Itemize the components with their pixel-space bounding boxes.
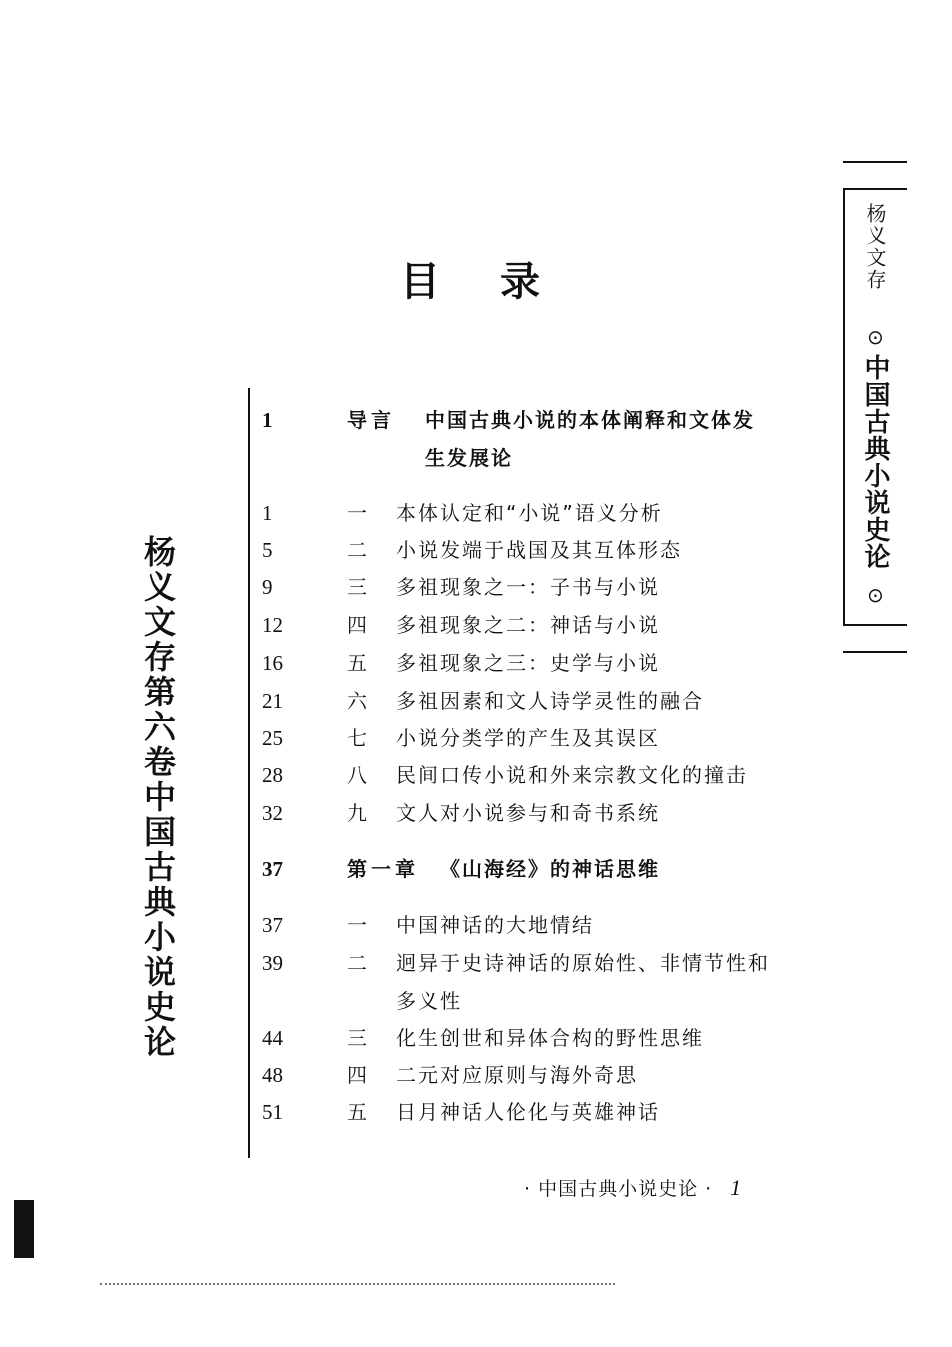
toc-entry[interactable]	[262, 1019, 822, 1057]
toc-entry[interactable]	[262, 531, 822, 569]
section-title: 中国古典小说的本体阐释和文体发	[425, 408, 755, 432]
entry-number: 一	[347, 913, 367, 937]
page-number: 12	[262, 613, 283, 637]
page-number: 37	[262, 857, 283, 881]
toc-entry-cont	[262, 982, 822, 1020]
entry-title: 本体认定和“小说”语义分析	[396, 501, 663, 525]
scan-edge-mark	[14, 1200, 34, 1258]
entry-title: 中国神话的大地情结	[396, 913, 594, 937]
page-number: 9	[262, 575, 273, 599]
page-number: 48	[262, 1063, 283, 1087]
scan-dotted-line	[100, 1283, 615, 1285]
page-number: 1	[262, 501, 273, 525]
page-number: 1	[262, 408, 273, 432]
toc-entry[interactable]	[262, 1056, 822, 1094]
tab-rule-top	[843, 161, 907, 163]
toc-entry[interactable]	[262, 606, 822, 644]
page-number: 28	[262, 763, 283, 787]
entry-number: 七	[347, 726, 367, 750]
entry-number: 五	[347, 1100, 367, 1124]
toc-entry[interactable]	[262, 906, 822, 944]
tab-series-title: 杨义文存	[863, 203, 887, 291]
page-title: 目录	[400, 259, 600, 305]
entry-title-cont: 多义性	[396, 989, 462, 1013]
page-number: 51	[262, 1100, 283, 1124]
entry-number: 三	[347, 1026, 367, 1050]
page-number: 16	[262, 651, 283, 675]
page-number: 39	[262, 951, 283, 975]
toc-entry[interactable]	[262, 719, 822, 757]
spine-title: 杨义文存第六卷中国古典小说史论	[139, 535, 177, 1060]
toc-entry[interactable]	[262, 794, 822, 832]
page-number: 37	[262, 913, 283, 937]
toc-chapter-heading[interactable]	[262, 850, 822, 888]
toc-entry[interactable]	[262, 494, 822, 532]
toc-entry[interactable]	[262, 1093, 822, 1131]
page-footer	[524, 1174, 742, 1201]
entry-title: 迥异于史诗神话的原始性、非情节性和	[396, 951, 770, 975]
entry-title: 多祖因素和文人诗学灵性的融合	[396, 689, 704, 713]
entry-title: 民间口传小说和外来宗教文化的撞击	[396, 763, 748, 787]
running-footer: · 中国古典小说史论 ·	[524, 1178, 713, 1200]
toc-entry[interactable]	[262, 682, 822, 720]
page-number: 44	[262, 1026, 283, 1050]
entry-title: 化生创世和异体合构的野性思维	[396, 1026, 704, 1050]
page-number: 32	[262, 801, 283, 825]
footer-page-number: 1	[730, 1175, 743, 1200]
entry-number: 九	[347, 801, 367, 825]
section-title-cont: 生发展论	[425, 446, 513, 470]
chapter-label: 第一章	[347, 857, 419, 881]
page-number: 5	[262, 538, 273, 562]
page-number: 21	[262, 689, 283, 713]
entry-number: 八	[347, 763, 367, 787]
page-number: 25	[262, 726, 283, 750]
toc-entry[interactable]	[262, 644, 822, 682]
entry-title: 日月神话人伦化与英雄神话	[396, 1100, 660, 1124]
toc-entry[interactable]	[262, 568, 822, 606]
toc-divider	[248, 388, 250, 1158]
entry-number: 二	[347, 951, 367, 975]
entry-title: 二元对应原则与海外奇思	[396, 1063, 638, 1087]
tab-book-title: 中国古典小说史论	[860, 354, 890, 570]
entry-number: 五	[347, 651, 367, 675]
tab-rule-bottom	[843, 651, 907, 653]
entry-title: 多祖现象之二：神话与小说	[396, 613, 660, 637]
entry-title: 多祖现象之三：史学与小说	[396, 651, 660, 675]
section-label: 导言	[347, 408, 395, 432]
toc-section-heading[interactable]	[262, 401, 822, 439]
entry-number: 六	[347, 689, 367, 713]
entry-title: 小说发端于战国及其互体形态	[396, 538, 682, 562]
entry-number: 三	[347, 575, 367, 599]
entry-number: 四	[347, 613, 367, 637]
toc-entry[interactable]	[262, 756, 822, 794]
entry-title: 多祖现象之一：子书与小说	[396, 575, 660, 599]
bullseye-icon: ⊙	[867, 583, 884, 607]
entry-title: 小说分类学的产生及其误区	[396, 726, 660, 750]
chapter-title: 《山海经》的神话思维	[440, 857, 660, 881]
entry-number: 二	[347, 538, 367, 562]
bullseye-icon: ⊙	[867, 325, 884, 349]
entry-number: 四	[347, 1063, 367, 1087]
entry-number: 一	[347, 501, 367, 525]
entry-title: 文人对小说参与和奇书系统	[396, 801, 660, 825]
toc-section-heading-cont	[262, 439, 822, 477]
toc-entry[interactable]	[262, 944, 822, 982]
